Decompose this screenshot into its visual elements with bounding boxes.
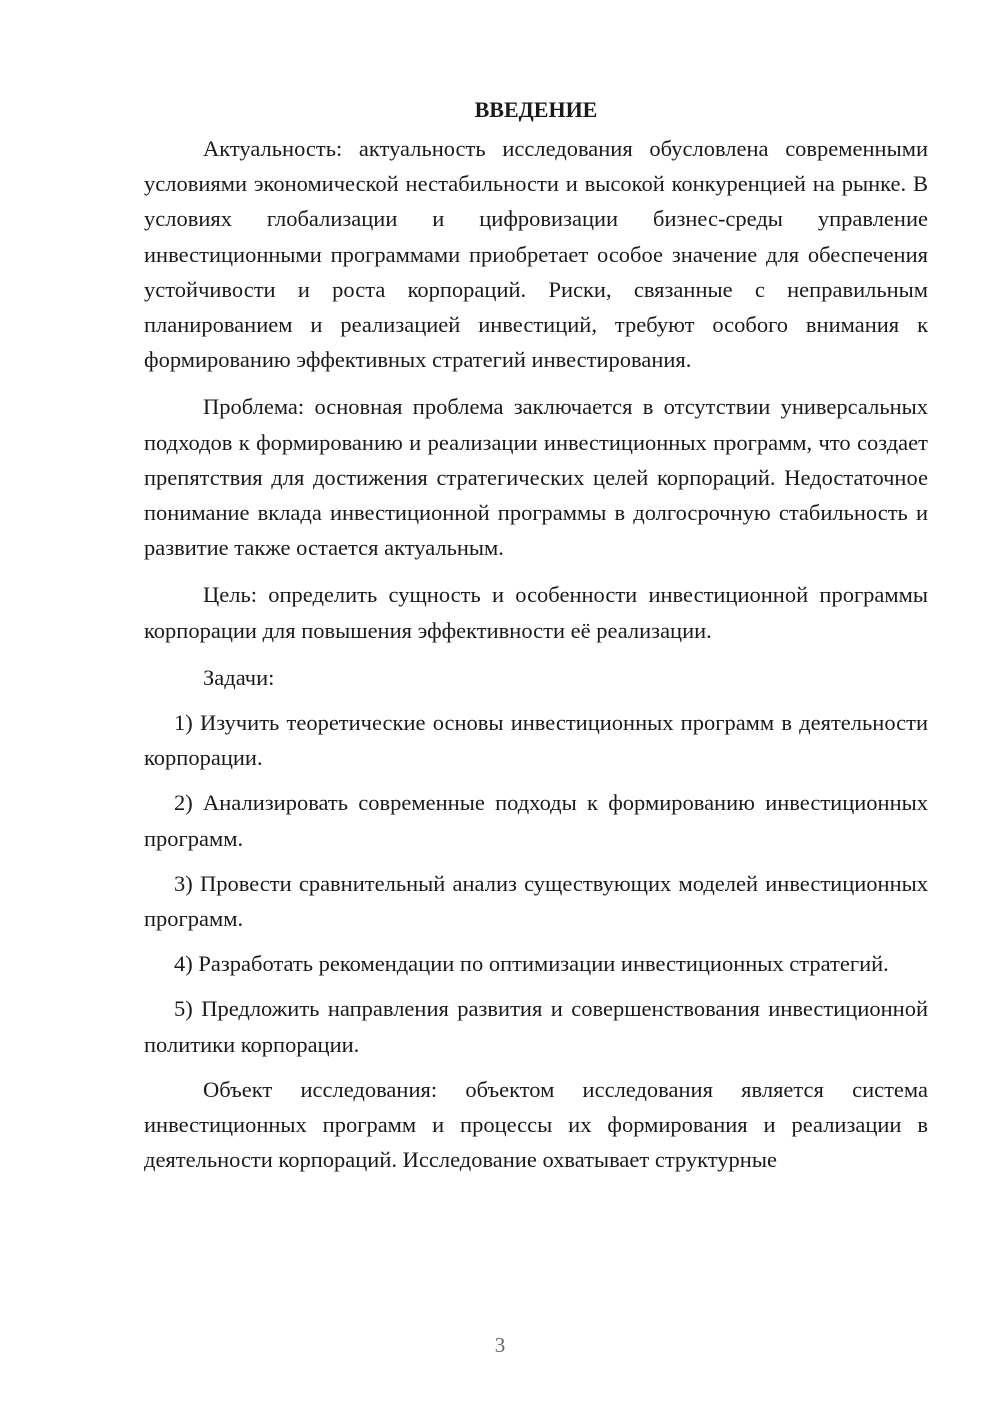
paragraph-relevance: Актуальность: актуальность исследования обусловлена современными условиями экономической нестабильности и высокой конкуренцией на рынке. В условиях глобализации и цифровизации бизнес-среды управление инвестиционными программами приобретает особое значение для обеспечения устойчивости и роста корпораций. Риски, связанные с неправильным планированием и реализацией инвестиций, требуют особого внимания к формированию эффективных стратегий инвестирования.: [144, 136, 928, 373]
page-number: 3: [494, 1333, 506, 1357]
section-title: ВВЕДЕНИЕ: [474, 97, 598, 122]
paragraph-object: Объект исследования: объектом исследования является система инвестиционных программ и процессы их формирования и реализации в деятельности корпораций. Исследование охватывает структурные: [144, 1076, 928, 1173]
task-item-4: 4) Разработать рекомендации по оптимизации инвестиционных стратегий.: [174, 951, 889, 977]
paragraph-problem: Проблема: основная проблема заключается в отсутствии универсальных подходов к формированию и реализации инвестиционных программ, что создает препятствия для достижения стратегических целей корпораций. Недостаточное понимание вклада инвестиционной программы в долгосрочную стабильность и развитие также остается актуальным.: [144, 394, 928, 561]
task-item-5: 5) Предложить направления развития и совершенствования инвестиционной политики корпорации.: [144, 996, 928, 1057]
paragraph-goal: Цель: определить сущность и особенности инвестиционной программы корпорации для повышения эффективности её реализации.: [144, 582, 928, 643]
document-page: [144, 92, 928, 1189]
task-item-3: 3) Провести сравнительный анализ существующих моделей инвестиционных программ.: [144, 870, 928, 932]
task-item-2: 2) Анализировать современные подходы к формированию инвестиционных программ.: [144, 790, 928, 851]
tasks-heading: Задачи:: [203, 664, 275, 690]
task-item-1: 1) Изучить теоретические основы инвестиционных программ в деятельности корпорации.: [144, 710, 928, 771]
